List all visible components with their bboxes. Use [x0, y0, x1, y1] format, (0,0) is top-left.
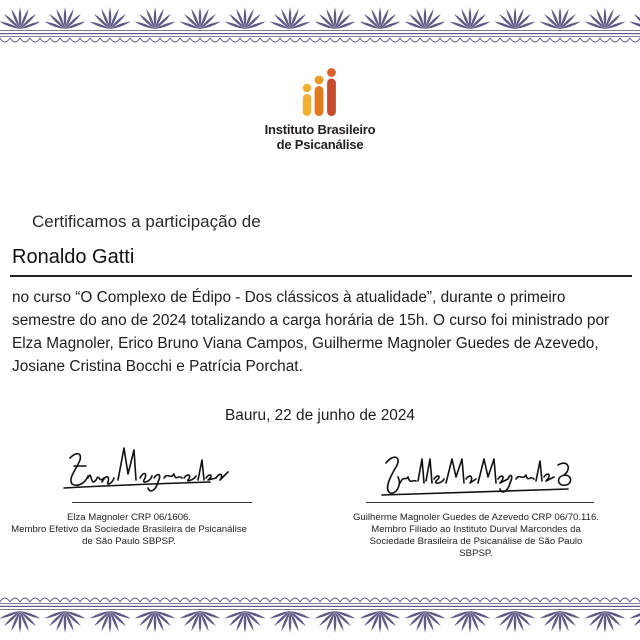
signatory-membership-cont: de São Paulo SBPSP. — [82, 536, 176, 547]
handwritten-signature-icon — [372, 445, 582, 503]
organization-name-line1: Instituto Brasileiro — [264, 122, 376, 137]
signatory-caption — [352, 512, 600, 560]
top-decorative-border — [0, 0, 640, 54]
border-petal — [634, 611, 640, 626]
signatory-name: Guilherme Magnoler Guedes de Azevedo CRP 06/70.116. — [352, 512, 600, 523]
signatory-membership: Membro Efetivo da Sociedade Brasileira de Psicanálise — [11, 524, 247, 535]
signature-line — [366, 502, 594, 503]
certificate-intro: Certificamos a participação de — [32, 212, 261, 231]
signatory-membership-cont: Sociedade Brasileira de Psicanálise de São Paulo SBPSP. — [369, 536, 583, 559]
handwritten-signature-icon — [40, 438, 240, 498]
organization-name-line2: de Psicanálise — [276, 137, 364, 152]
bottom-decorative-border — [0, 586, 640, 640]
border-petal — [634, 14, 640, 29]
border-petal — [629, 21, 640, 29]
certificate-date: Bauru, 22 de junho de 2024 — [225, 407, 415, 424]
recipient-name: Ronaldo Gatti — [12, 246, 135, 268]
border-petal — [629, 611, 640, 619]
certificate-body: no curso “O Complexo de Édipo - Dos clássicos à atualidade”, durante o primeiro semestre do ano de 2024 totalizando a carga horária de 15h. O curso foi ministrado por Elza Magnoler, Erico Bruno Viana Campos, Guilherme Magnoler Guedes de Azevedo, Josiane Cristina Bocchi e Patrícia Porchat. — [12, 289, 610, 375]
ibp-logo-icon — [298, 68, 342, 118]
signatory-name: Elza Magnoler CRP 06/1606. — [66, 512, 192, 523]
organization-name — [230, 122, 410, 152]
signatory-caption — [0, 512, 258, 548]
signatory-membership: Membro Filiado ao Instituto Durval Marcondes da — [371, 524, 581, 535]
signature-line — [72, 502, 252, 503]
recipient-underline — [10, 275, 632, 277]
